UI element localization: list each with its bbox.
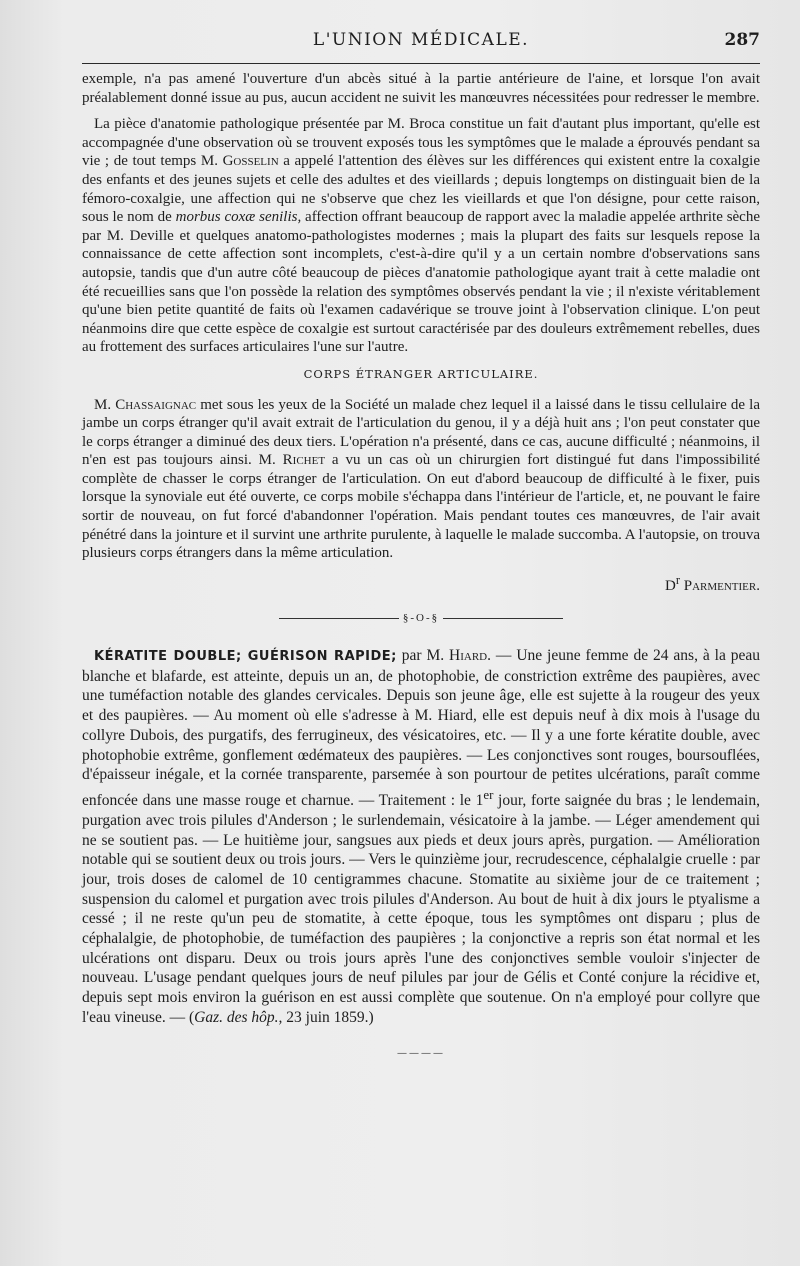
paragraph-2 bbox=[82, 115, 760, 357]
keratite-date: 23 juin 1859.) bbox=[282, 1008, 374, 1026]
author-gosselin: Gosselin bbox=[222, 153, 279, 170]
section-title: CORPS ÉTRANGER ARTICULAIRE. bbox=[303, 366, 539, 381]
page-number: 287 bbox=[724, 30, 760, 50]
paragraph-3 bbox=[82, 396, 760, 563]
bottom-mark: ———— bbox=[397, 1047, 445, 1059]
page-header bbox=[82, 30, 760, 56]
ornament-line-left bbox=[279, 618, 399, 619]
paragraph-3-text-a: met sous les yeux de la Société un malade chez lequel il a laissé dans le tissu cellulaire de la jambe un corps étranger qu'il avait extrait de l'articulation du genou, il y a déjà huit ans ; l'on peut constater que le corps étranger a diminué des deux tiers. L'opération n'a présenté, dans ce cas, aucune difficulté ; néanmoins, il n'en est pas toujours ainsi. M. bbox=[82, 396, 761, 469]
author-chassaignac: Chassaignac bbox=[115, 396, 197, 413]
author-richet: Richet bbox=[282, 452, 326, 469]
paragraph-3-text-b: a vu un cas où un chirurgien fort distingué fut dans l'impossibilité complète de chasser le corps étranger de l'articulation. On eut d'abord beaucoup de difficulté à le fixer, puis lorsque la synoviale eut été ouverte, ce corps mobile s'échappa dans l'intérieur de l'article, et, ne pouvant le faire sortir de nouveau, on fut forcé d'abandonner l'opération. Mais pendant toutes ces manœuvres, de l'air avait pénétré dans la jointure et il survint une arthrite purulente, à laquelle le malade succomba. A l'autopsie, on trouva plusieurs corps étrangers dans la même articulation. bbox=[82, 452, 760, 562]
section-ornament bbox=[82, 609, 760, 628]
signature-sup: r bbox=[675, 572, 680, 587]
keratite-title: KÉRATITE DOUBLE; GUÉRISON RAPIDE; bbox=[94, 649, 397, 665]
signature-name: Parmentier. bbox=[683, 577, 760, 594]
keratite-text-a: — Une jeune femme de 24 ans, à la peau blanche et blafarde, est atteinte, depuis un an, de photophobie, de constriction extrême des paupières, avec une tuméfaction notable des glandes cervicales. Depuis son jeune âge, elle est sujette à la rougeur des yeux et des paupières. — Au moment où elle s'adresse à M. Hiard, elle est depuis neuf à dix mois à l'usage du collyre Dubois, des purgatifs, des ferrugineux, des vésicatoires, etc. — Il y a une forte kératite double, avec photophobie extrême, gonflement œdémateux des paupières. — Les conjonctives sont rouges, boursouflées, d'épaisseur inégale, et la cornée transparente, parsemée à son pourtour de petites ulcérations, paraît comme enfoncée dans une masse rouge et charnue. — Traitement : le 1 bbox=[82, 647, 760, 810]
ornament-line-right bbox=[443, 618, 563, 619]
paragraph-3-lead: M. bbox=[94, 396, 116, 413]
paragraph-1: exemple, n'a pas amené l'ouverture d'un abcès situé à la partie antérieure de l'aine, et lorsque l'on avait préalablement donné issue au pus, aucun accident ne suivit les manœuvres nécessitées pour redresser le membre. bbox=[82, 71, 760, 106]
paragraph-2-text-b: a appelé l'attention des élèves sur les différences qui existent entre la coxalgie des enfants et des jeunes sujets et celle des adultes et des vieillards ; depuis longtemps on distinguait bien de la fémoro-coxalgie, une affection qui ne s'observe que chez les vieillards et que l'on désigne, pour cette raison, sous le nom de bbox=[82, 153, 761, 226]
keratite-article bbox=[82, 646, 760, 1028]
keratite-text-b: jour, forte saignée du bras ; le lendemain, purgation avec trois pilules d'Anderson ; le surlendemain, vésicatoire à la jambe. — Léger amendement qui ne se soutient pas. — Le huitième jour, sangsues aux pieds et deux jours après, purgation. — Amélioration notable qui se soutient deux ou trois jours. — Vers le quinzième jour, recrudescence, céphalalgie cruelle : par jour, trois doses de calomel de 10 centigrammes chacune. Stomatite au sixième jour de ce traitement ; suspension du calomel et purgation avec trois pilules d'Anderson. Au bout de huit à dix jours le ptyalisme a cessé ; il ne reste qu'un peu de stomatite, à cette époque, tous les symptômes ont disparu ; plus de céphalalgie, de photophobie, de tuméfaction des paupières ; la conjonctive a repris son état normal et les ulcérations ont disparu. Deux ou trois jours après l'une des conjonctives semble vouloir s'injecter de nouveau. L'usage pendant quelques jours de neuf pilules par jour de Gélis et Conté conjure la récidive et, depuis sept mois environ la guérison en est aussi complète que soutenue. On n'a employé pour collyre que l'eau vineuse. — ( bbox=[82, 792, 760, 1026]
latin-term: morbus coxæ senilis, bbox=[175, 209, 302, 226]
signature bbox=[82, 571, 760, 596]
keratite-by: par M. bbox=[396, 647, 450, 665]
keratite-paragraph bbox=[82, 646, 760, 1028]
ornament-glyph: §-O-§ bbox=[402, 612, 440, 625]
article-body bbox=[82, 70, 760, 628]
signature-prefix: D bbox=[664, 577, 676, 594]
keratite-source: Gaz. des hôp., bbox=[194, 1008, 283, 1026]
paragraph-2-text-a: La pièce d'anatomie pathologique présentée par M. Broca constitue un fait d'autant plus important, qu'elle est accompagnée d'une observation où se trouvent exposés tous les symptômes que le malade a éprouvés pendant sa vie ; de tout temps M. bbox=[82, 116, 760, 170]
paragraph-2-text-c: affection offrant beaucoup de rapport avec la maladie appelée arthrite sèche par M. Deville et quelques anatomo-pathologistes modernes ; mais la plupart des faits sur lesquels repose la connaissance de cette affection sont incomplets, c'est-à-dire qu'il y a un certain nombre d'observations sans autopsie, tandis que d'un autre côté beaucoup de pièces d'anatomie pathologique ayant trait à cette maladie ont été recueillies sans que l'on possède la relation des symptômes observés pendant la vie ; il n'existe véritablement qu'une bien petite quantité de faits où l'examen cadavérique se trouve joint à l'observation clinique. L'on peut néanmoins dire que cette espèce de coxalgie est surtout caractérisée par des douleurs extrêmement rebelles, dues au frottement des surfaces articulaires l'une sur l'autre. bbox=[82, 209, 761, 356]
running-title: L'UNION MÉDICALE. bbox=[312, 30, 530, 50]
keratite-sup: er bbox=[483, 786, 494, 802]
author-hiard: Hiard. bbox=[449, 647, 492, 665]
header-rule bbox=[82, 63, 760, 64]
